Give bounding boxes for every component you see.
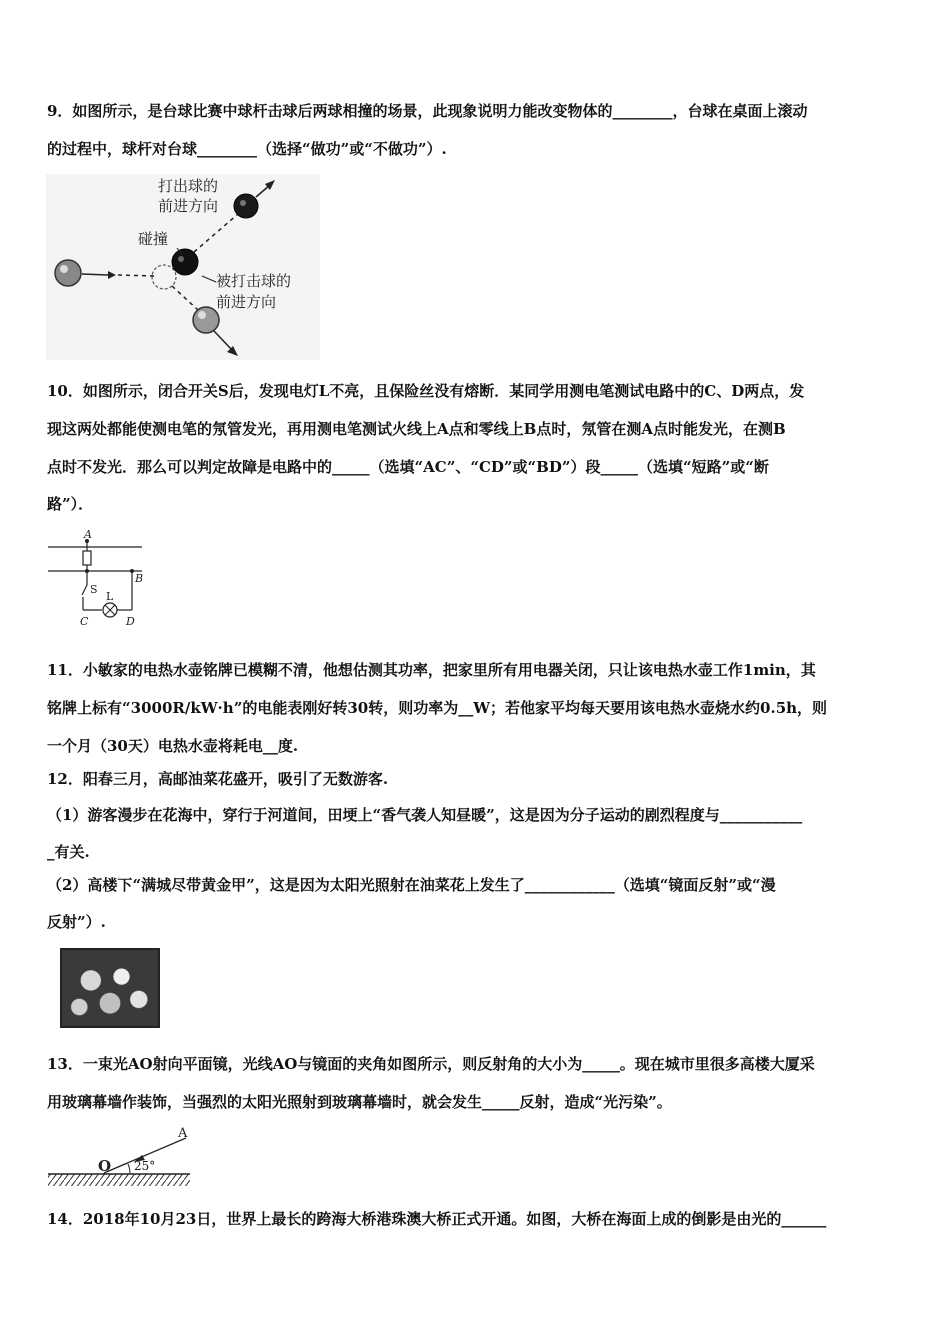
q10-text-line-4: 路”）． [47, 495, 94, 513]
label-out-direction-1: 打出球的 [158, 177, 219, 195]
point-o-label: O [98, 1157, 112, 1175]
q13-mirror-figure [46, 1124, 196, 1192]
q12-text-line-4: （2）高楼下“满城尽带黄金甲”，这是因为太阳光照射在油菜花上发生了____________（选填“镜面反射”或“漫 [47, 876, 776, 894]
cue-ball [55, 260, 81, 286]
q11-text-line-2: 铭牌上标有“3000R/kW·h”的电能表刚好转30转，则功率为__W；若他家平均每天要用该电热水壶烧水约0.5h，则 [47, 699, 828, 717]
rapeseed-flowers-photo [60, 948, 160, 1028]
label-struck-direction-2: 前进方向 [216, 293, 277, 311]
struck-ball [172, 249, 198, 275]
switch-s-label: S [90, 583, 98, 596]
q10-text-line-2: 现这两处都能使测电笔的氖管发光，再用测电笔测试火线上A点和零线上B点时，氖管在测A点时能发光，在测B [47, 420, 786, 438]
point-d-label: D [126, 615, 135, 628]
q12-text-line-3: _有关. [47, 843, 90, 861]
q14-text-line-1: 14．2018年10月23日，世界上最长的跨海大桥港珠澳大桥正式开通。如图，大桥在海面上成的倒影是由光的______ [47, 1210, 827, 1228]
point-a-label: A [84, 528, 92, 541]
label-struck-direction-1: 被打击球的 [216, 272, 292, 290]
q10-text-line-3: 点时不发光．那么可以判定故障是电路中的_____（选填“AC”、“CD”或“BD”）段_____（选填“短路”或“断 [47, 458, 769, 476]
point-b-label: B [135, 572, 144, 585]
point-a-label: A [178, 1126, 188, 1141]
q10-circuit-figure [46, 527, 146, 631]
q12-text-line-2: （1）游客漫步在花海中，穿行于河道间，田埂上“香气袭人知昼暖”，这是因为分子运动的剧烈程度与___________ [47, 806, 803, 824]
q12-text-line-5: 反射”）. [47, 913, 106, 931]
label-collision: 碰撞 [138, 230, 169, 248]
q13-text-line-2: 用玻璃幕墙作装饰，当强烈的太阳光照射到玻璃幕墙时，就会发生_____反射，造成“光污染”。 [47, 1093, 672, 1111]
point-c-label: C [80, 615, 89, 628]
q9-text-line-1: 9．如图所示，是台球比赛中球杆击球后两球相撞的场景，此现象说明力能改变物体的________，台球在桌面上滚动 [47, 102, 808, 120]
q9-text-line-2: 的过程中，球杆对台球________（选择“做功”或“不做功”）. [47, 140, 447, 158]
angle-label: 25° [134, 1159, 156, 1173]
q13-text-line-1: 13．一束光AO射向平面镜，光线AO与镜面的夹角如图所示，则反射角的大小为_____。现在城市里很多高楼大厦采 [47, 1055, 815, 1073]
q12-text-line-1: 12．阳春三月，高邮油菜花盛开，吸引了无数游客. [47, 770, 389, 788]
q11-text-line-1: 11．小敏家的电热水壶铭牌已模糊不清，他想估测其功率，把家里所有用电器关闭，只让该电热水壶工作1min，其 [47, 661, 816, 679]
q10-text-line-1: 10．如图所示，闭合开关S后，发现电灯L不亮，且保险丝没有熔断．某同学用测电笔测试电路中的C、D两点，发 [47, 382, 805, 400]
lamp-l-label: L [106, 590, 114, 603]
label-out-direction-2: 前进方向 [158, 197, 219, 215]
q11-text-line-3: 一个月（30天）电热水壶将耗电__度. [47, 737, 299, 755]
switch [82, 585, 87, 595]
fuse [83, 551, 91, 565]
q9-billiards-figure [46, 174, 320, 360]
